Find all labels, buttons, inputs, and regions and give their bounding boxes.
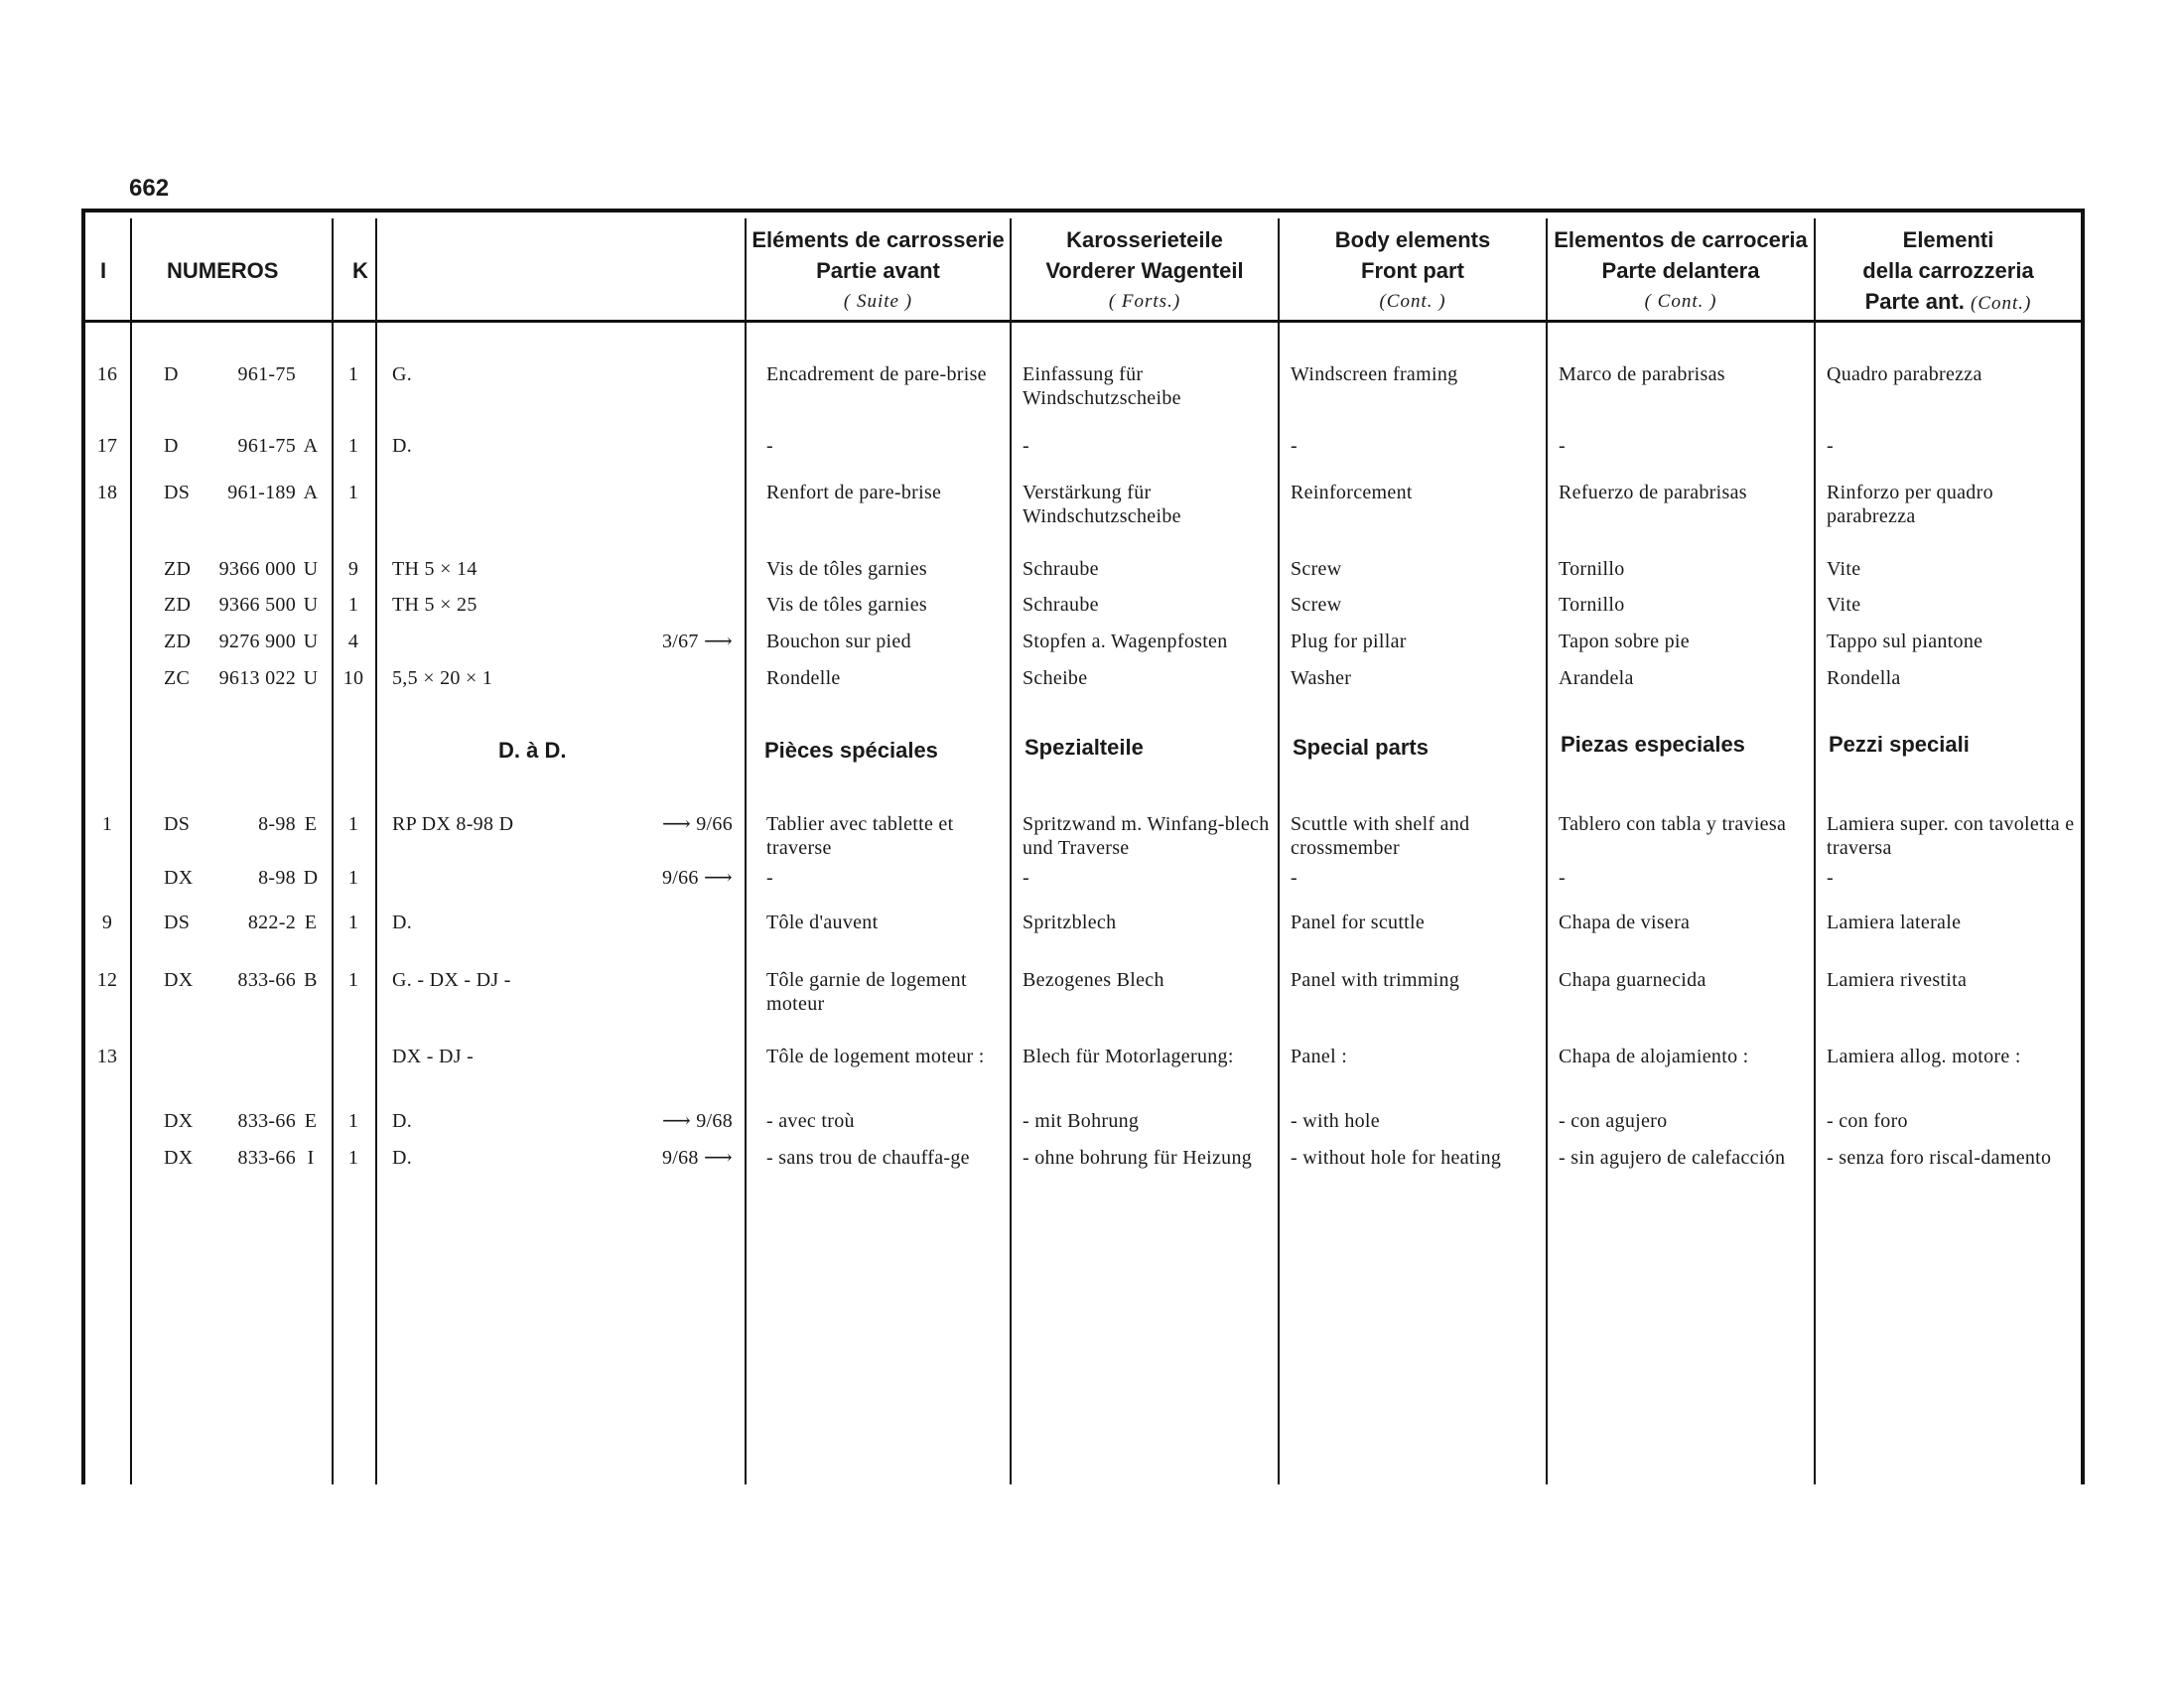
cell-de: Stopfen a. Wagenpfosten [1023, 631, 1228, 652]
page-number: 662 [129, 175, 170, 202]
cell-es: - con agujero [1559, 1110, 1668, 1132]
cell-de: - mit Bohrung [1023, 1110, 1140, 1132]
cell-suf: U [303, 558, 319, 580]
cell-de: Blech für Motorlagerung: [1023, 1046, 1234, 1067]
cell-date: ⟶ 9/68 [661, 1110, 733, 1132]
cell-k: 9 [347, 558, 359, 580]
cell-note: D. [392, 912, 413, 933]
cell-i: 18 [96, 482, 118, 503]
cell-es: Chapa de alojamiento : [1559, 1046, 1749, 1067]
cell-num: 9366 000 [218, 558, 296, 580]
header-en [1280, 224, 1546, 317]
cell-it: Lamiera super. con tavoletta e traversa [1827, 813, 2075, 859]
cell-note: D. [392, 435, 413, 457]
cell-num: 961-75 [237, 435, 296, 457]
cell-it: Rinforzo per quadro parabrezza [1827, 482, 1993, 527]
header-es-line2: Parte delantera [1601, 258, 1760, 283]
header-it [1816, 224, 2081, 319]
col-line-numeros [332, 218, 334, 1484]
header-fr [747, 224, 1010, 317]
cell-fr: - [766, 867, 773, 889]
header-rule [81, 320, 2085, 323]
cell-k: 1 [347, 1147, 359, 1169]
section-fr: Pièces spéciales [764, 738, 938, 763]
cell-k: 1 [347, 1110, 359, 1132]
cell-de: Scheibe [1023, 667, 1088, 689]
cell-k: 1 [347, 363, 359, 385]
cell-de: Schraube [1023, 558, 1099, 580]
cell-it: Rondella [1827, 667, 1901, 689]
cell-it: - con foro [1827, 1110, 1908, 1132]
header-de-line3: ( Forts.) [1108, 291, 1181, 312]
cell-suf: E [304, 912, 318, 933]
cell-fr: - [766, 435, 773, 457]
cell-suf: U [303, 631, 319, 652]
cell-suf: A [303, 435, 319, 457]
col-line-right [2081, 209, 2085, 1484]
cell-k: 1 [347, 482, 359, 503]
section-dad: D. à D. [498, 738, 567, 763]
cell-num: 9276 900 [218, 631, 296, 652]
cell-de: Spritzblech [1023, 912, 1117, 933]
header-col-i: I [100, 258, 107, 283]
header-it-line3a: Parte ant. [1864, 289, 1965, 314]
cell-de: - [1023, 867, 1029, 889]
cell-de: Bezogenes Blech [1023, 969, 1164, 991]
cell-en: Screw [1291, 558, 1342, 580]
cell-fr: Encadrement de pare-brise [766, 363, 987, 385]
header-en-line1: Body elements [1334, 227, 1491, 252]
cell-es: Chapa guarnecida [1559, 969, 1706, 991]
cell-it: - [1827, 435, 1834, 457]
col-line-fr [1010, 218, 1012, 1484]
col-line-en [1546, 218, 1548, 1484]
cell-suf: D [303, 867, 319, 889]
cell-es: - [1559, 867, 1566, 889]
cell-en: Panel with trimming [1291, 969, 1460, 991]
cell-suf: A [303, 482, 319, 503]
cell-k: 4 [347, 631, 359, 652]
header-it-line2: della carrozzeria [1862, 258, 2034, 283]
cell-num: 961-75 [237, 363, 296, 385]
cell-suf: U [303, 594, 319, 616]
header-fr-line3: ( Suite ) [843, 291, 913, 312]
cell-en: Scuttle with shelf and crossmember [1291, 813, 1470, 859]
cell-k: 10 [342, 667, 364, 689]
cell-note: TH 5 × 25 [392, 594, 478, 616]
cell-de: Einfassung für Windschutzscheibe [1023, 363, 1181, 409]
cell-es: Tapon sobre pie [1559, 631, 1690, 652]
cell-pre: D [164, 435, 179, 457]
cell-note: D. [392, 1110, 413, 1132]
header-fr-line1: Eléments de carrosserie [751, 227, 1005, 252]
cell-pre: DX [164, 1110, 194, 1132]
cell-es: Refuerzo de parabrisas [1559, 482, 1747, 503]
col-line-left [81, 209, 85, 1484]
cell-en: - without hole for heating [1291, 1147, 1502, 1169]
cell-it: Lamiera rivestita [1827, 969, 1968, 991]
header-col-k: K [352, 258, 368, 283]
cell-es: Marco de parabrisas [1559, 363, 1725, 385]
cell-de: - [1023, 435, 1029, 457]
cell-en: Windscreen framing [1291, 363, 1458, 385]
cell-fr: Renfort de pare-brise [766, 482, 942, 503]
top-rule [81, 209, 2085, 212]
cell-en: Screw [1291, 594, 1342, 616]
col-line-note [745, 218, 747, 1484]
cell-es: Arandela [1559, 667, 1634, 689]
cell-num: 961-189 [227, 482, 296, 503]
cell-note: DX - DJ - [392, 1046, 475, 1067]
cell-pre: ZD [164, 594, 192, 616]
header-it-line1: Elementi [1902, 227, 1994, 252]
cell-note: RP DX 8-98 D [392, 813, 514, 835]
cell-suf: E [304, 1110, 318, 1132]
cell-date: 9/66 ⟶ [661, 867, 733, 889]
header-de-line2: Vorderer Wagenteil [1045, 258, 1244, 283]
cell-en: - with hole [1291, 1110, 1380, 1132]
cell-date: 3/67 ⟶ [661, 631, 733, 652]
header-fr-line2: Partie avant [816, 258, 940, 283]
cell-i: 16 [96, 363, 118, 385]
cell-fr: Tablier avec tablette et traverse [766, 813, 954, 859]
cell-i: 9 [101, 912, 113, 933]
cell-pre: D [164, 363, 179, 385]
cell-num: 8-98 [258, 813, 296, 835]
cell-suf: I [307, 1147, 315, 1169]
cell-es: - [1559, 435, 1566, 457]
cell-pre: ZD [164, 558, 192, 580]
cell-fr: - avec troù [766, 1110, 855, 1132]
header-de [1012, 224, 1278, 317]
cell-fr: Tôle garnie de logement moteur [766, 969, 967, 1015]
col-line-k [375, 218, 377, 1484]
cell-k: 1 [347, 594, 359, 616]
header-it-line3b: (Cont.) [1971, 293, 2032, 314]
header-es-line1: Elementos de carroceria [1554, 227, 1808, 252]
cell-pre: DX [164, 969, 194, 991]
cell-note: G. - DX - DJ - [392, 969, 511, 991]
cell-it: Vite [1827, 558, 1861, 580]
cell-note: TH 5 × 14 [392, 558, 478, 580]
cell-fr: Vis de tôles garnies [766, 558, 927, 580]
cell-i: 13 [96, 1046, 118, 1067]
cell-pre: DX [164, 1147, 194, 1169]
cell-es: Tornillo [1559, 594, 1625, 616]
cell-pre: DS [164, 912, 191, 933]
cell-es: Tornillo [1559, 558, 1625, 580]
cell-it: Quadro parabrezza [1827, 363, 1982, 385]
cell-pre: DX [164, 867, 194, 889]
cell-fr: Bouchon sur pied [766, 631, 911, 652]
cell-fr: Vis de tôles garnies [766, 594, 927, 616]
cell-suf: E [304, 813, 318, 835]
cell-fr: Rondelle [766, 667, 841, 689]
cell-num: 9613 022 [218, 667, 296, 689]
cell-en: Panel for scuttle [1291, 912, 1426, 933]
cell-num: 9366 500 [218, 594, 296, 616]
cell-it: - senza foro riscal-damento [1827, 1147, 2052, 1169]
section-it: Pezzi speciali [1829, 732, 1970, 757]
cell-num: 833-66 [237, 1110, 296, 1132]
cell-en: Plug for pillar [1291, 631, 1407, 652]
cell-pre: DS [164, 813, 191, 835]
col-line-es [1814, 218, 1816, 1484]
cell-num: 8-98 [258, 867, 296, 889]
cell-k: 1 [347, 912, 359, 933]
header-es-line3: ( Cont. ) [1644, 291, 1717, 312]
cell-i: 1 [101, 813, 113, 835]
cell-fr: Tôle d'auvent [766, 912, 879, 933]
cell-k: 1 [347, 435, 359, 457]
cell-fr: - sans trou de chauffa-ge [766, 1147, 970, 1169]
cell-fr: Tôle de logement moteur : [766, 1046, 985, 1067]
cell-it: Lamiera laterale [1827, 912, 1962, 933]
cell-date: 9/68 ⟶ [661, 1147, 733, 1169]
cell-en: - [1291, 867, 1297, 889]
cell-es: - sin agujero de calefacción [1559, 1147, 1786, 1169]
cell-num: 833-66 [237, 969, 296, 991]
section-de: Spezialteile [1024, 735, 1144, 760]
header-en-line2: Front part [1361, 258, 1464, 283]
cell-es: Tablero con tabla y traviesa [1559, 813, 1787, 835]
cell-de: Spritzwand m. Winfang-blech und Traverse [1023, 813, 1270, 859]
cell-note: G. [392, 363, 413, 385]
cell-num: 833-66 [237, 1147, 296, 1169]
cell-it: Tappo sul piantone [1827, 631, 1983, 652]
cell-i: 17 [96, 435, 118, 457]
cell-en: - [1291, 435, 1297, 457]
cell-en: Washer [1291, 667, 1352, 689]
cell-num: 822-2 [247, 912, 296, 933]
header-col-numeros: NUMEROS [167, 258, 279, 283]
cell-en: Reinforcement [1291, 482, 1413, 503]
cell-suf: U [303, 667, 319, 689]
header-it-line3 [1816, 286, 2081, 319]
cell-it: Vite [1827, 594, 1861, 616]
cell-k: 1 [347, 969, 359, 991]
cell-pre: ZD [164, 631, 192, 652]
cell-note: D. [392, 1147, 413, 1169]
section-es: Piezas especiales [1561, 732, 1745, 757]
header-de-line1: Karosserieteile [1066, 227, 1223, 252]
cell-pre: DS [164, 482, 191, 503]
cell-k: 1 [347, 867, 359, 889]
cell-note: 5,5 × 20 × 1 [392, 667, 493, 689]
col-line-i [130, 218, 132, 1484]
section-en: Special parts [1293, 735, 1429, 760]
cell-date: ⟶ 9/66 [661, 813, 733, 835]
cell-pre: ZC [164, 667, 191, 689]
cell-es: Chapa de visera [1559, 912, 1691, 933]
header-en-line3: (Cont. ) [1379, 291, 1446, 312]
cell-suf: B [304, 969, 318, 991]
header-es [1548, 224, 1814, 317]
cell-it: Lamiera allog. motore : [1827, 1046, 2021, 1067]
cell-en: Panel : [1291, 1046, 1348, 1067]
col-line-de [1278, 218, 1280, 1484]
cell-de: - ohne bohrung für Heizung [1023, 1147, 1253, 1169]
cell-k: 1 [347, 813, 359, 835]
cell-de: Verstärkung für Windschutzscheibe [1023, 482, 1181, 527]
cell-de: Schraube [1023, 594, 1099, 616]
cell-it: - [1827, 867, 1834, 889]
cell-i: 12 [96, 969, 118, 991]
